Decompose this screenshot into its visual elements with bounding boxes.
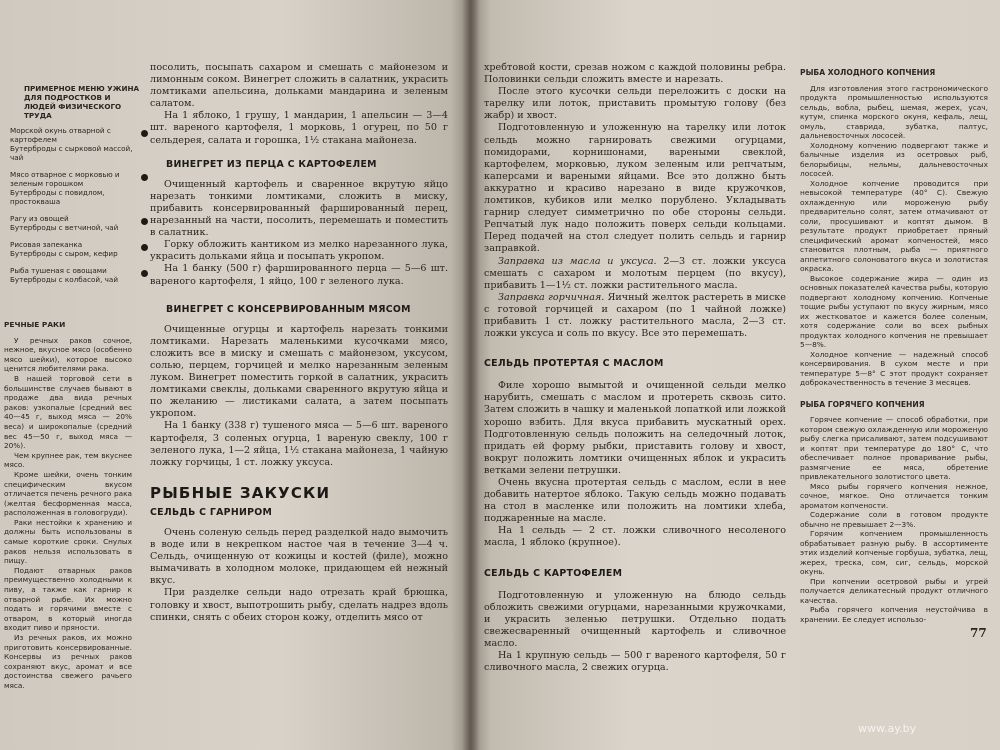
bullet-icon	[141, 130, 148, 137]
menu-item	[6, 266, 144, 284]
bullet-icon	[141, 244, 148, 251]
heading-herring-butter: СЕЛЬДЬ ПРОТЕРТАЯ С МАСЛОМ	[484, 358, 664, 370]
heading-cold-smoked: РЫБА ХОЛОДНОГО КОПЧЕНИЯ	[800, 68, 936, 77]
paragraph: Очищенные огурцы и картофель нарезать тонкими ломтиками. Нарезать маленькими кусочками мясо, сложить все в миску и смешать с майонезом, уксусом, солью, перцем, горчицей и мелко нарезанным зеленым луком. Винегрет поместить горкой в салатник, украсить ломтиками свеклы, дольками сваренного вкрутую яйца и по желанию — листиками салата, а затем посыпать укропом.	[150, 323, 448, 420]
paragraph: Очищенный картофель и сваренное вкрутую яйцо нарезать тонкими ломтиками, сложить в миску, прибавить консервированный фаршированный перец, нарезанный на части, посолить, перемешать и поместить в салатник.	[150, 178, 448, 239]
right-page	[470, 0, 1000, 750]
crayfish-paragraph: В нашей торговой сети в большинстве случаев бывают в продаже два вида речных раков: узкопалые (средний вес 40—45 г, выход мяса — 20% веса) и широкопалые (средний вес 45—50 г, выход мяса — 20%).	[4, 373, 132, 451]
paragraph: Высокое содержание жира — один из основных показателей качества рыбы, которую подвергают холодному копчению. Копченые тощие рыбы уступают по вкусу жирным, мясо их жестковатое и кажется более соленым, хотя содержание соли во всех рыбных продуктах холодного копчения не превышает 5—8%.	[800, 273, 988, 349]
menu-item	[6, 214, 144, 232]
menu-item-text: Мясо отварное с морковью и зеленым горошком Бутерброды с повидлом, простокваша	[10, 170, 120, 206]
menu-title: ПРИМЕРНОЕ МЕНЮ УЖИНА ДЛЯ ПОДРОСТКОВ И ЛЮДЕЙ ФИЗИЧЕСКОГО ТРУДА	[24, 84, 140, 120]
dressing-text: 2—3 ст. ложки уксуса смешать с сахаром и молотым перцем (по вкусу), прибавить 1—1½ ст. ложки растительного масла.	[484, 255, 786, 291]
heading-meat-vinaigrette: ВИНЕГРЕТ С КОНСЕРВИРОВАННЫМ МЯСОМ	[166, 303, 411, 315]
heading-herring-potato: СЕЛЬДЬ С КАРТОФЕЛЕМ	[484, 567, 623, 579]
menu-item	[6, 126, 144, 162]
paragraph: Очень вкусна протертая сельдь с маслом, если в нее добавить натертое яблоко. Такую сельдь можно подавать на стол в масленке или положить на ломтики хлеба, поджаренные на масле.	[484, 477, 786, 525]
menu-sidebar	[6, 84, 144, 292]
paragraph: При копчении осетровой рыбы и угрей получается деликатесный продукт отличного качества.	[800, 576, 988, 605]
paragraph	[484, 292, 786, 340]
heading-herring-garnish: СЕЛЬДЬ С ГАРНИРОМ	[150, 506, 273, 518]
dressing-label: Заправка из масла и уксуса.	[498, 255, 657, 267]
recipe-quantities: На 1 крупную сельдь — 500 г вареного картофеля, 50 г сливочного масла, 2 свежих огурца.	[484, 650, 786, 674]
dressing-label: Заправка горчичная.	[498, 291, 605, 303]
menu-item-text: Рагу из овощей Бутерброды с ветчиной, чай	[10, 214, 119, 232]
crayfish-paragraph: Подают отварных раков преимущественно холодными к пиву, а также как гарнир к отварной рыбе. Их можно подать и горячими вместе с отваром, в который иногда входит пиво и пряности.	[4, 565, 132, 633]
menu-item-text: Рисовая запеканка Бутерброды с сыром, кефир	[10, 240, 118, 258]
menu-item	[6, 240, 144, 258]
section-title-fish-appetizers: РЫБНЫЕ ЗАКУСКИ	[150, 483, 331, 502]
paragraph: После этого кусочки сельди переложить с доски на тарелку или лоток, приставить промытую голову (без жабр) и хвост.	[484, 86, 786, 122]
crayfish-sidebar	[4, 320, 132, 691]
paragraph: Холодное копчение — надежный способ консервирования. В сухом месте и при температуре 5—8° С этот продукт сохраняет доброкачественность в течение 3 месяцев.	[800, 349, 988, 387]
paragraph: Холодному копчению подвергают также и балычные изделия из осетровых рыб, белорыбицы, нельмы, дальневосточных лососей.	[800, 140, 988, 178]
book-gutter	[462, 0, 480, 750]
paragraph: Филе хорошо вымытой и очищенной сельди мелко нарубить, смешать с маслом и протереть сквозь сито. Затем сложить в чашку и маленькой лопаткой или ложкой хорошо взбить. Для вкуса прибавить мускатный орех. Подготовленную сельдь положить на селедочный лоток, придать ей форму рыбки, приставить голову и хвост, вокруг положить ломтики очищенных яблок и украсить ветками зелени петрушки.	[484, 380, 786, 476]
recipe-quantities: На 1 яблоко, 1 грушу, 1 мандарин, 1 апельсин — 3—4 шт. вареного картофеля, 1 морковь, 1 огурец, по 50 г сельдерея, салата и горошка, 1½ стакана майонеза.	[150, 110, 448, 146]
menu-item	[6, 170, 144, 206]
paragraph: Подготовленную и уложенную на блюдо сельдь обложить свежими огурцами, нарезанными кружочками, и украсить зеленью петрушки. Отдельно подать свежесваренный очищенный картофель и сливочное масло.	[484, 589, 786, 650]
bullet-icon	[141, 174, 148, 181]
paragraph: хребтовой кости, срезав ножом с каждой половины ребра. Половинки сельди сложить вместе и нарезать.	[484, 62, 786, 86]
menu-item-text: Рыба тушеная с овощами Бутерброды с колбасой, чай	[10, 266, 118, 284]
paragraph: Мясо рыбы горячего копчения нежное, сочное, мягкое. Оно отличается тонким ароматом копчености.	[800, 481, 988, 510]
right-main-column	[484, 62, 786, 674]
smoked-fish-column	[800, 68, 988, 624]
crayfish-title: РЕЧНЫЕ РАКИ	[4, 320, 66, 329]
crayfish-paragraph: Чем крупнее рак, тем вкуснее мясо.	[4, 450, 132, 470]
recipe-quantities: На 1 банку (500 г) фаршированного перца — 5—6 шт. вареного картофеля, 1 яйцо, 100 г зеленого лука.	[150, 263, 448, 287]
paragraph: Рыба горячего копчения неустойчива в хранении. Ее следует использо-	[800, 605, 988, 624]
left-main-column	[150, 62, 448, 624]
paragraph: Горку обложить кантиком из мелко нарезанного лука, украсить дольками яйца и посыпать укропом.	[150, 239, 448, 263]
crayfish-paragraph: Кроме шейки, очень тонким специфическим вкусом отличается печень речного рака (желтая бесформенная масса, расположенная в головогруди).	[4, 469, 132, 518]
recipe-quantities: На 1 сельдь — 2 ст. ложки сливочного несоленого масла, 1 яблоко (крупное).	[484, 525, 786, 549]
menu-item-text: Морской окунь отварной с картофелем Бутерброды с сырковой массой, чай	[10, 126, 133, 162]
paragraph: Очень соленую сельдь перед разделкой надо вымочить в воде или в некрепком настое чая в течение 3—4 ч. Сельдь, очищенную от кожицы и костей (филе), можно вымачивать в холодном молоке, придающем ей нежный вкус.	[150, 527, 448, 587]
bullet-icon	[141, 218, 148, 225]
paragraph	[484, 256, 786, 292]
crayfish-paragraph: Из речных раков, их можно приготовить консервированные. Консервы из речных раков сохраняют вкус, аромат и все достоинства свежего рачьего мяса.	[4, 633, 132, 690]
dressing-text: Яичный желток растереть в миске с готовой горчицей и сахаром (по 1 чайной ложке) прибавить 1 ст. ложку растительного масла, 2—3 ст. ложки уксуса и соль по вкусу. Все это перемешать.	[484, 291, 786, 340]
bullet-icon	[141, 270, 148, 277]
paragraph: Горячее копчение — способ обработки, при котором свежую охлажденную или мороженую рыбу слегка присаливают, затем подсушивают и коптят при температуре до 180° С, что обеспечивает полное проваривание рыбы, размягчение ее мяса, обретение привлекательного золотистого цвета.	[800, 415, 988, 481]
page-number: 77	[970, 626, 987, 640]
left-page	[0, 0, 470, 750]
paragraph: Холодное копчение проводится при невысокой температуре (40° С). Свежую охлажденную или мороженую рыбу предварительно солят, затем отмачивают от соли, просушивают и коптят дымом. В результате продукт приобретает пряный специфический аромат копченостей, мясо становится плотным, рыба — приятного аппетитного солоноватого вкуса и золотистая окраска.	[800, 178, 988, 273]
heading-hot-smoked: РЫБА ГОРЯЧЕГО КОПЧЕНИЯ	[800, 399, 925, 409]
paragraph: Содержание соли в готовом продукте обычно не превышает 2—3%.	[800, 510, 988, 529]
paragraph: При разделке сельди надо отрезать край брюшка, головку и хвост, выпотрошить рыбу, сделать надрез вдоль спинки, снять с обеих сторон кожу, отделить мясо от	[150, 587, 448, 623]
heading-pepper-vinaigrette: ВИНЕГРЕТ ИЗ ПЕРЦА С КАРТОФЕЛЕМ	[166, 158, 377, 170]
paragraph: посолить, посыпать сахаром и смешать с майонезом и лимонным соком. Винегрет сложить в салатник, украсить ломтиками апельсина, дольками мандарина и зеленым салатом.	[150, 62, 448, 110]
crayfish-paragraph: У речных раков сочное, нежное, вкусное мясо (особенно мясо шейки), которое высоко ценится любителями рака.	[4, 335, 132, 374]
paragraph: Для изготовления этого гастрономического продукта промышленностью используются сельдь, вобла, рыбец, шемая, жерех, усач, кутум, спинка морского окуня, кефаль, лещ, омуль, ставрида, зубатка, палтус, дальневосточных лососей.	[800, 83, 988, 140]
recipe-quantities: На 1 банку (338 г) тушеного мяса — 5—6 шт. вареного картофеля, 3 соленых огурца, 1 вареную свеклу, 100 г зеленого лука, 1—2 яйца, 1½ стакана майонеза, 1 чайную ложку горчицы, 1 ст. ложку уксуса.	[150, 420, 448, 468]
crayfish-paragraph: Раки нестойки к хранению и должны быть использованы в самые короткие сроки. Снулых раков нельзя использовать в пищу.	[4, 517, 132, 566]
watermark: www.ay.by	[858, 722, 917, 735]
paragraph: Горячим копчением промышленность обрабатывает разную рыбу. В ассортименте этих изделий копченые горбуша, зубатка, лещ, жерех, треска, сом, сиг, сельдь, морской окунь.	[800, 529, 988, 576]
paragraph: Подготовленную и уложенную на тарелку или лоток сельдь можно гарнировать свежими огурцами, помидорами, корнишонами, вареными свеклой, картофелем, морковью, луком зеленым или репчатым, каперсами и вареными яйцами. Все это должно быть аккуратно и красиво нарезано в виде кружочков, ломтиков, кубиков или мелко порублено. Укладывать гарнир следует симметрично по обе стороны сельди. Репчатый лук надо положить поверх сельди кольцами. Перед подачей на стол следует полить сельдь и гарнир заправкой.	[484, 122, 786, 255]
